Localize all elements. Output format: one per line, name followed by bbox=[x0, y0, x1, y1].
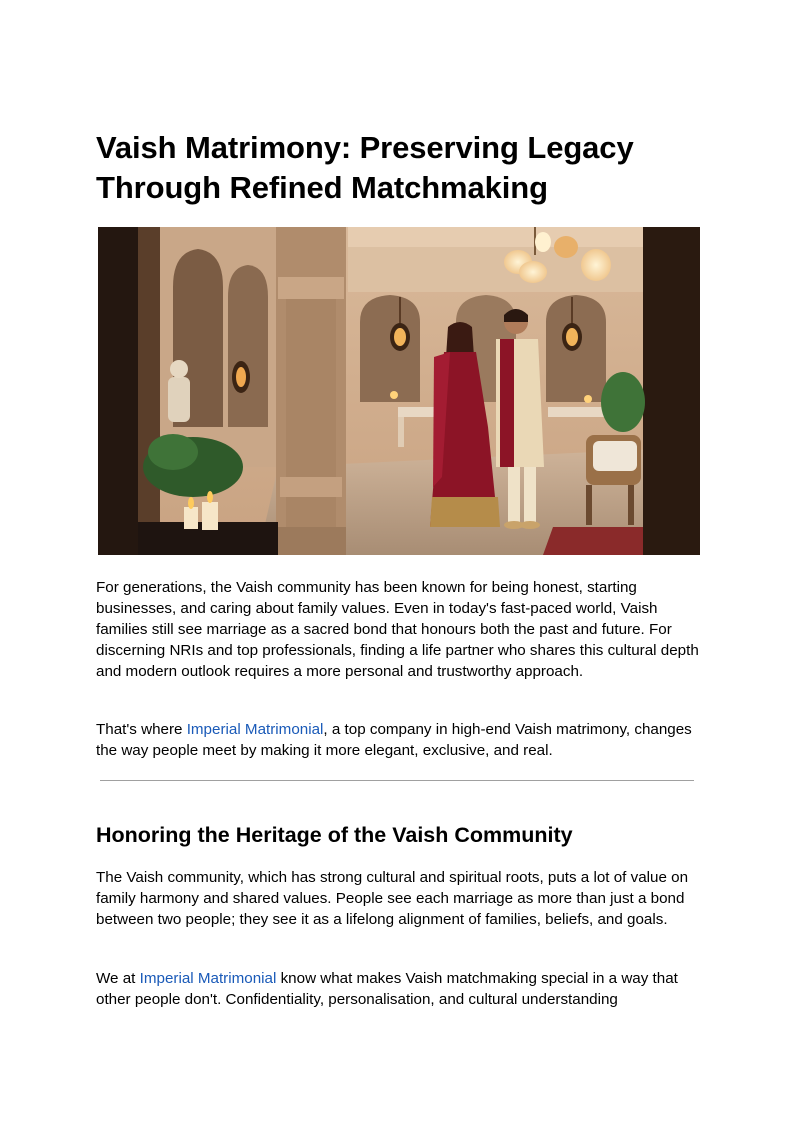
intro-paragraph-2-text-after: , a top company in high-end Vaish matrimony, changes the way people meet by making it more elegant, exclusive, and real. bbox=[96, 721, 692, 759]
imperial-matrimonial-link[interactable]: Imperial Matrimonial bbox=[186, 721, 324, 738]
section-paragraph-2-text-before: We at bbox=[96, 970, 140, 987]
section-heading: Honoring the Heritage of the Vaish Community bbox=[96, 823, 573, 847]
section-paragraph-2-text-after: know what makes Vaish matchmaking special in a way that other people don't. Confidentiality, personalisation, and cultural understanding bbox=[96, 970, 678, 1008]
section-paragraph-1: The Vaish community, which has strong cultural and spiritual roots, puts a lot of value on family harmony and shared values. People see each marriage as more than just a bond between two people; they see it as a lifelong alignment of families, beliefs, and goals. bbox=[96, 869, 689, 928]
imperial-matrimonial-link-2[interactable]: Imperial Matrimonial bbox=[139, 970, 277, 987]
page-title: Vaish Matrimony: Preserving Legacy Through Refined Matchmaking bbox=[96, 130, 634, 205]
intro-paragraph-1: For generations, the Vaish community has been known for being honest, starting businesses, and caring about family values. Even in today's fast-paced world, Vaish families still see marriage as a sacred bond that honours both the past and future. For discerning NRIs and top professionals, finding a life partner who shares this cultural depth and modern outlook requires a more personal and trustworthy approach. bbox=[96, 579, 699, 680]
intro-paragraph-2-text-before: That's where bbox=[96, 721, 187, 738]
section-divider bbox=[100, 780, 694, 781]
intro-paragraph-2 bbox=[96, 719, 700, 761]
hero-image bbox=[98, 227, 700, 555]
section-paragraph-2 bbox=[96, 968, 700, 1010]
